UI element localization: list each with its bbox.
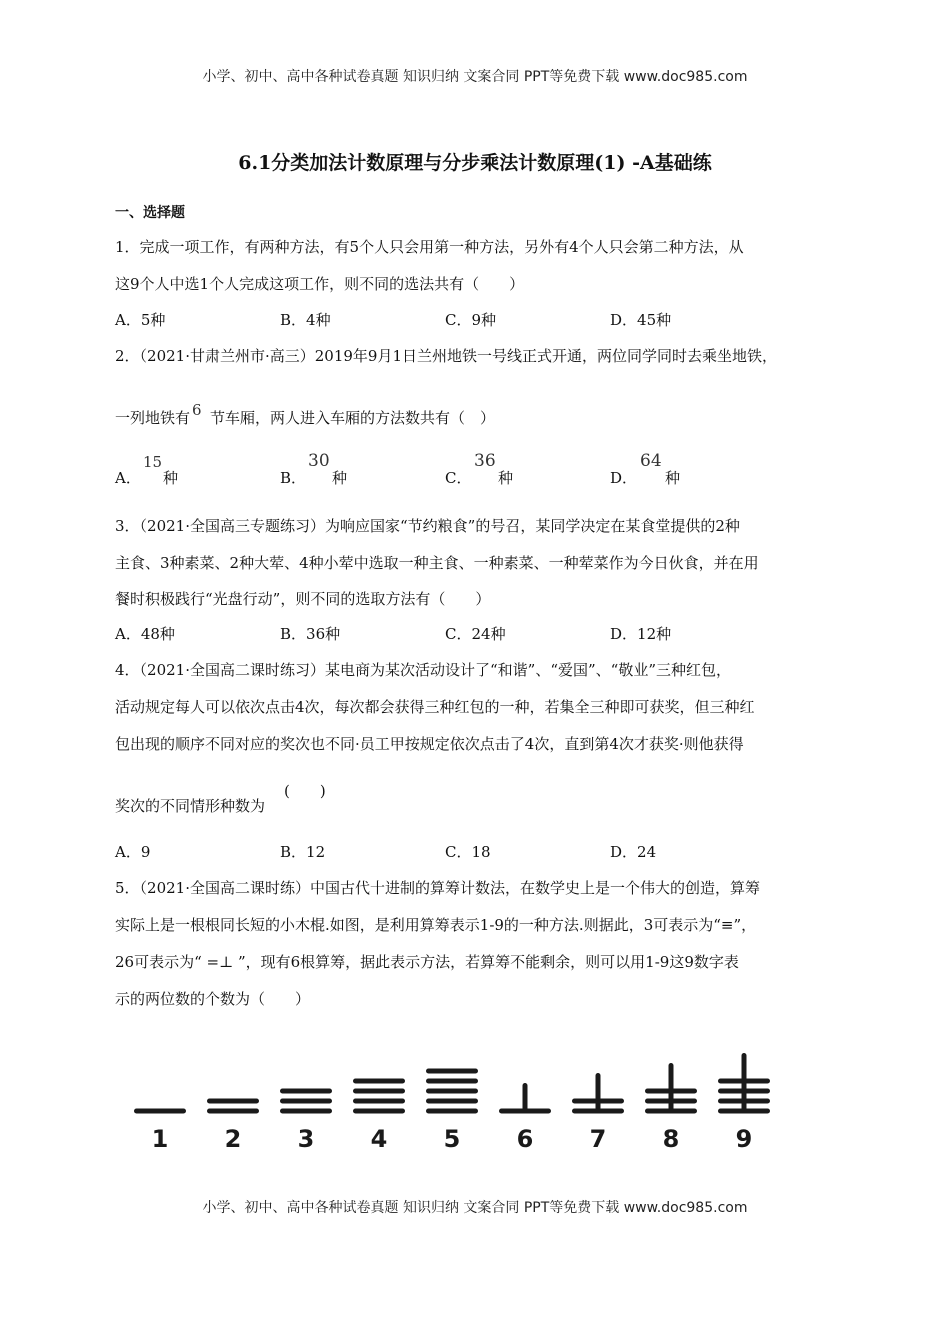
section-heading: 一、选择题: [115, 205, 185, 221]
q1-option-d: D．45种: [610, 311, 672, 329]
rod-number-label: 3: [297, 1125, 315, 1153]
q5-line4: 示的两位数的个数为（ ）: [115, 990, 311, 1008]
q2-option-b-unit: 种: [332, 469, 348, 487]
q2-option-c-number: 36: [474, 451, 496, 471]
horizontal-rod: [426, 1079, 478, 1084]
q2-line2: [115, 401, 496, 428]
rod-number-label: 8: [662, 1125, 680, 1153]
q4-answer-paren: ( ): [284, 782, 326, 800]
q2-option-b-number: 30: [308, 451, 330, 471]
q4-option-d: D．24: [610, 843, 657, 861]
horizontal-rod: [426, 1099, 478, 1104]
page-title: 6.1分类加法计数原理与分步乘法计数原理(1) -A基础练: [238, 152, 712, 174]
horizontal-rod: [280, 1089, 332, 1094]
q2-line1: 2．（2021·甘肃兰州市·高三）2019年9月1日兰州地铁一号线正式开通，两位同学同时去乘坐地铁，: [115, 347, 778, 365]
q4-line2: 活动规定每人可以依次点击4次，每次都会获得三种红包的一种，若集全三种即可获奖，但三种红: [115, 698, 755, 716]
horizontal-rod: [426, 1089, 478, 1094]
q2-line2-end: 节车厢，两人进入车厢的方法数共有（ ）: [210, 409, 496, 427]
rod-number-label: 4: [370, 1125, 388, 1153]
q2-option-a-letter: A．: [115, 469, 141, 487]
horizontal-rod: [426, 1109, 478, 1114]
q3-line1: 3．（2021·全国高三专题练习）为响应国家“节约粮食”的号召，某同学决定在某食堂提供的2种: [115, 517, 740, 535]
horizontal-rod: [280, 1109, 332, 1114]
footer-banner: 小学、初中、高中各种试卷真题 知识归纳 文案合同 PPT等免费下载 www.doc985.com: [202, 1200, 748, 1216]
vertical-rod: [596, 1073, 601, 1113]
q3-line3: 餐时积极践行“光盘行动”，则不同的选取方法有（ ）: [115, 590, 491, 608]
q2-option-d-unit: 种: [665, 469, 681, 487]
horizontal-rod: [280, 1099, 332, 1104]
q2-option-a-number: 15: [143, 453, 163, 471]
q4-option-b: B．12: [280, 843, 326, 861]
counting-rods-figure: [120, 1015, 800, 1155]
horizontal-rod: [207, 1109, 259, 1114]
rod-number-label: 5: [443, 1125, 461, 1153]
q4-line1: 4．（2021·全国高二课时练习）某电商为某次活动设计了“和谐”、“爱国”、“敬业”三种红包，: [115, 661, 731, 679]
horizontal-rod: [353, 1089, 405, 1094]
vertical-rod: [523, 1083, 528, 1113]
horizontal-rod: [426, 1069, 478, 1074]
q2-carriage-count: 6: [192, 401, 202, 419]
q2-option-d-letter: D．: [610, 469, 638, 487]
q2-line2-start: 一列地铁有: [115, 409, 191, 427]
horizontal-rod: [134, 1109, 186, 1114]
rod-number-label: 7: [589, 1125, 607, 1153]
q3-option-b: B．36种: [280, 625, 341, 643]
horizontal-rod: [353, 1109, 405, 1114]
q3-option-c: C．24种: [445, 625, 506, 643]
horizontal-rod: [353, 1079, 405, 1084]
rod-number-label: 6: [516, 1125, 534, 1153]
q1-option-a: A．5种: [115, 311, 166, 329]
q4-line4: 奖次的不同情形种数为: [115, 797, 266, 815]
q1-option-c: C．9种: [445, 311, 497, 329]
rod-number-label: 9: [735, 1125, 753, 1153]
horizontal-rod: [353, 1099, 405, 1104]
rod-number-label: 1: [151, 1125, 169, 1153]
q5-line3: 26可表示为“ =⊥ ”，现有6根算筹，据此表示方法，若算筹不能剩余，则可以用1-9这9数字表: [115, 953, 739, 971]
q1-line1: 1．完成一项工作，有两种方法，有5个人只会用第一种方法，另外有4个人只会第二种方法，从: [115, 238, 744, 256]
vertical-rod: [742, 1053, 747, 1113]
vertical-rod: [669, 1063, 674, 1113]
q5-line2: 实际上是一根根同长短的小木棍.如图，是利用算筹表示1-9的一种方法.则据此，3可表示为“≡”，: [115, 916, 757, 934]
q3-option-a: A．48种: [115, 625, 175, 643]
q4-option-c: C．18: [445, 843, 491, 861]
horizontal-rod: [207, 1099, 259, 1104]
q2-option-d-number: 64: [640, 451, 662, 471]
q2-option-b-letter: B．: [280, 469, 307, 487]
q3-option-d: D．12种: [610, 625, 672, 643]
header-banner: 小学、初中、高中各种试卷真题 知识归纳 文案合同 PPT等免费下载 www.doc985.com: [202, 69, 748, 85]
q4-line3: 包出现的顺序不同对应的奖次也不同·员工甲按规定依次点击了4次，直到第4次才获奖·则他获得: [115, 735, 744, 753]
q1-option-b: B．4种: [280, 311, 331, 329]
q1-line2: 这9个人中选1个人完成这项工作，则不同的选法共有（ ）: [115, 275, 525, 293]
q2-option-c-letter: C．: [445, 469, 472, 487]
q5-line1: 5．（2021·全国高二课时练）中国古代十进制的算筹计数法，在数学史上是一个伟大的创造，算筹: [115, 879, 760, 897]
q4-option-a: A．9: [115, 843, 151, 861]
q3-line2: 主食、3种素菜、2种大荤、4种小荤中选取一种主食、一种素菜、一种荤菜作为今日伙食，并在用: [115, 554, 759, 572]
rod-number-label: 2: [224, 1125, 242, 1153]
q2-option-c-unit: 种: [498, 469, 514, 487]
q2-option-a-unit: 种: [163, 469, 179, 487]
